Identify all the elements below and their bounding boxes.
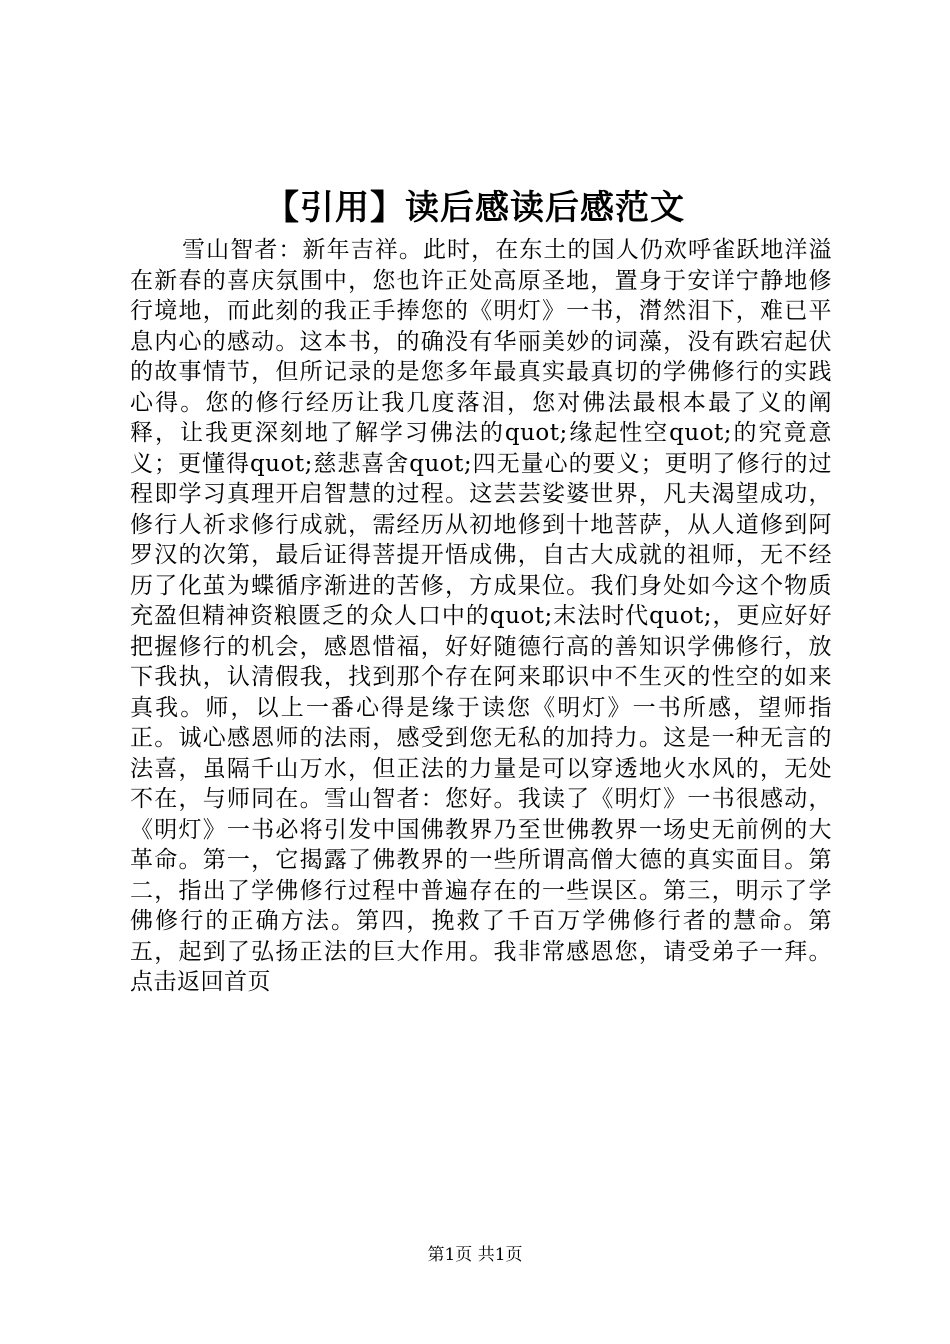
- document-body: 雪山智者：新年吉祥。此时，在东土的国人仍欢呼雀跃地洋溢在新春的喜庆氛围中，您也许正处高原圣地，置身于安详宁静地修行境地，而此刻的我正手捧您的《明灯》一书，潸然泪下，难已平息内心的感动。这本书，的确没有华丽美妙的词藻，没有跌宕起伏的故事情节，但所记录的是您多年最真实最真切的学佛修行的实践心得。您的修行经历让我几度落泪，您对佛法最根本最了义的阐释，让我更深刻地了解学习佛法的quot;缘起性空quot;的究竟意义；更懂得quot;慈悲喜舍quot;四无量心的要义；更明了修行的过程即学习真理开启智慧的过程。这芸芸娑婆世界，凡夫渴望成功，修行人祈求修行成就，需经历从初地修到十地菩萨，从人道修到阿罗汉的次第，最后证得菩提开悟成佛，自古大成就的祖师，无不经历了化茧为蝶循序渐进的苦修，方成果位。我们身处如今这个物质充盈但精神资粮匮乏的众人口中的quot;末法时代quot;，更应好好把握修行的机会，感恩惜福，好好随德行高的善知识学佛修行，放下我执，认清假我，找到那个存在阿来耶识中不生灭的性空的如来真我。师，以上一番心得是缘于读您《明灯》一书所感，望师指正。诚心感恩师的法雨，感受到您无私的加持力。这是一种无言的法喜，虽隔千山万水，但正法的力量是可以穿透地火水风的，无处不在，与师同在。雪山智者：您好。我读了《明灯》一书很感动，《明灯》一书必将引发中国佛教界乃至世佛教界一场史无前例的大革命。第一，它揭露了佛教界的一些所谓高僧大德的真实面目。第二，指出了学佛修行过程中普遍存在的一些误区。第三，明示了学佛修行的正确方法。第四，挽救了千百万学佛修行者的慧命。第五，起到了弘扬正法的巨大作用。我非常感恩您，请受弟子一拜。点击返回首页: [130, 237, 832, 995]
- page-footer: 第1页 共1页: [427, 1245, 523, 1265]
- document-title: 【引用】读后感读后感范文: [265, 188, 685, 228]
